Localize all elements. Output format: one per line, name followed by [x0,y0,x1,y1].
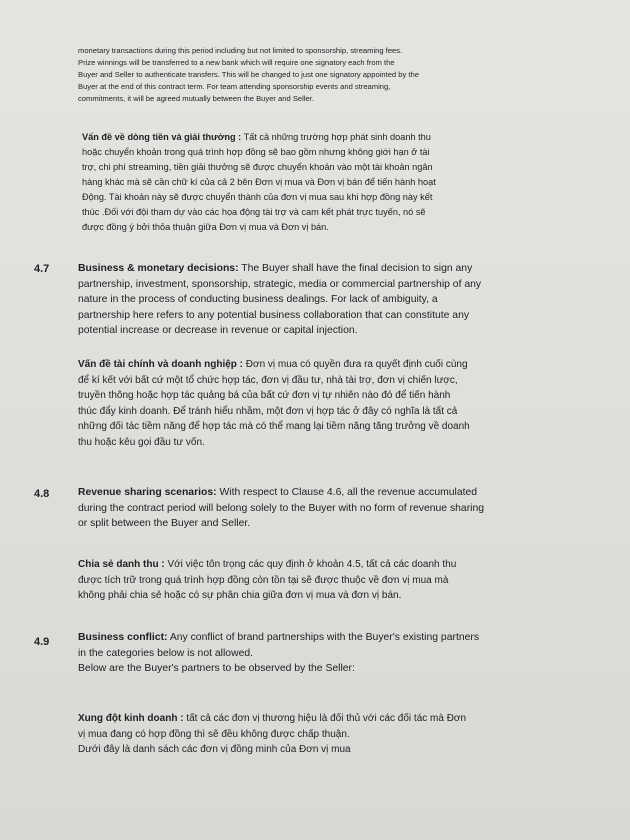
text-line: truyền thông hoặc hợp tác quảng bá của bất cứ đơn vị tự nhiên nào đó để tiến hành [78,390,451,401]
vi-heading: Vấn đề tài chính và doanh nghiệp : [78,359,244,370]
section-4-7-vietnamese [78,357,588,450]
text-line: Động. Tài khoản này sẽ được chuyển thành của đơn vị mua sau khi hợp đồng này kết [82,192,433,202]
intro-english-paragraph [78,45,578,105]
text-line: With respect to Clause 4.6, all the revenue accumulated [216,487,478,498]
text-line: potential increase or decrease in revenue or capital injection. [78,325,358,336]
text-line: những đối tác tiềm năng để hợp tác mà có thể mang lại tiềm năng tăng trưởng về doanh [78,421,470,432]
section-4-9-english [78,630,588,677]
text-line: thúc .Đối với đội tham dự vào các họa động tài trợ và cam kết phát trực tuyến, nó sẽ [82,207,426,217]
text-line: không phải chia sẻ hoặc có sự phân chia giữa đơn vị mua và đơn vị bán. [78,590,402,601]
text-line: partnership, investment, sponsorship, strategic, media or commercial partnership of any [78,278,482,290]
text-line: Buyer at the end of this contract term. For team attending sponsorship events and streaming, [78,82,391,91]
text-line: hoặc chuyển khoản trong quá trình hợp đồng sẽ bao gồm nhưng không giới hạn ở tài [82,147,430,157]
vi-heading: Xung đột kinh doanh : [78,713,184,724]
text-line: vị mua đang có hợp đồng thì sẽ đều không được chấp thuận. [78,728,350,740]
text-line: thúc đẩy kinh doanh. Để tránh hiểu nhầm, một đơn vị hợp tác ở đây có nghĩa là tất cả [78,405,458,417]
text-line: during the contract period will belong solely to the Buyer with no form of revenue sharing [78,502,485,514]
text-line: Tất cả những trường hợp phát sinh doanh thu [241,132,431,142]
text-line: trợ, chi phí streaming, tiền giải thưởng sẽ được chuyển khoản vào một tài khoản ngân [82,162,433,172]
vi-heading: Chia sẻ danh thu : [78,559,165,570]
text-line: The Buyer shall have the final decision to sign any [238,263,473,274]
text-line: Với việc tôn trọng các quy định ở khoản 4.5, tất cả các doanh thu [164,559,457,570]
text-line: Below are the Buyer's partners to be observed by the Seller: [78,663,355,674]
text-line: Đơn vị mua có quyền đưa ra quyết định cuối cùng [243,359,468,370]
vi-heading: Vấn đề về dòng tiền và giải thưởng : [82,132,242,142]
en-heading: Business & monetary decisions: [78,263,239,274]
text-line: Buyer and Seller to authenticate transfers. This will be changed to just one signatory appointed by the [78,70,419,79]
section-4-8-vietnamese [78,557,588,604]
section-number: 4.8 [34,488,50,500]
text-line: hàng khác mà sẽ cần chữ kí của cả 2 bên Đơn vị mua và Đơn vị bán để tiến hành hoạt [82,177,436,187]
en-heading: Business conflict: [78,632,168,643]
text-line: in the categories below is not allowed. [78,647,254,659]
section-4-9-vietnamese [78,711,588,758]
section-4-8-english [78,485,588,532]
text-line: thu hoặc kêu gọi đầu tư vốn. [78,436,205,448]
text-line: Dưới đây là danh sách các đơn vị đồng minh của Đơn vị mua [78,744,351,755]
text-line: nature in the process of conducting business dealings. For lack of ambiguity, a [78,294,438,305]
section-number: 4.9 [34,636,50,648]
text-line: tất cả các đơn vị thương hiệu là đối thủ với các đối tác mà Đơn [183,713,467,724]
text-line: monetary transactions during this period including but not limited to sponsorship, streaming fees. [78,46,403,55]
text-line: partnership here refers to any potential business collaboration that can constitute any [78,309,470,321]
text-line: Any conflict of brand partnerships with the Buyer's existing partners [167,632,480,643]
text-line: được đồng ý bởi thỏa thuận giữa Đơn vị mua và Đơn vị bán. [82,222,329,232]
section-4-7-english [78,261,588,339]
section-number: 4.7 [34,263,50,275]
text-line: or split between the Buyer and Seller. [78,518,251,529]
text-line: commitments, it will be agreed mutually between the Buyer and Seller. [78,94,314,103]
intro-vietnamese-paragraph [82,130,582,235]
text-line: được tích trữ trong quá trình hợp đồng còn tồn tại sẽ được thuộc về đơn vị mua mà [78,574,449,586]
text-line: Prize winnings will be transferred to a new bank which will require one signatory each from the [78,58,395,67]
en-heading: Revenue sharing scenarios: [78,487,217,498]
text-line: để kí kết với bất cứ một tổ chức hợp tác, đơn vị đầu tư, nhà tài trợ, đơn vị chiến lược, [78,374,458,386]
